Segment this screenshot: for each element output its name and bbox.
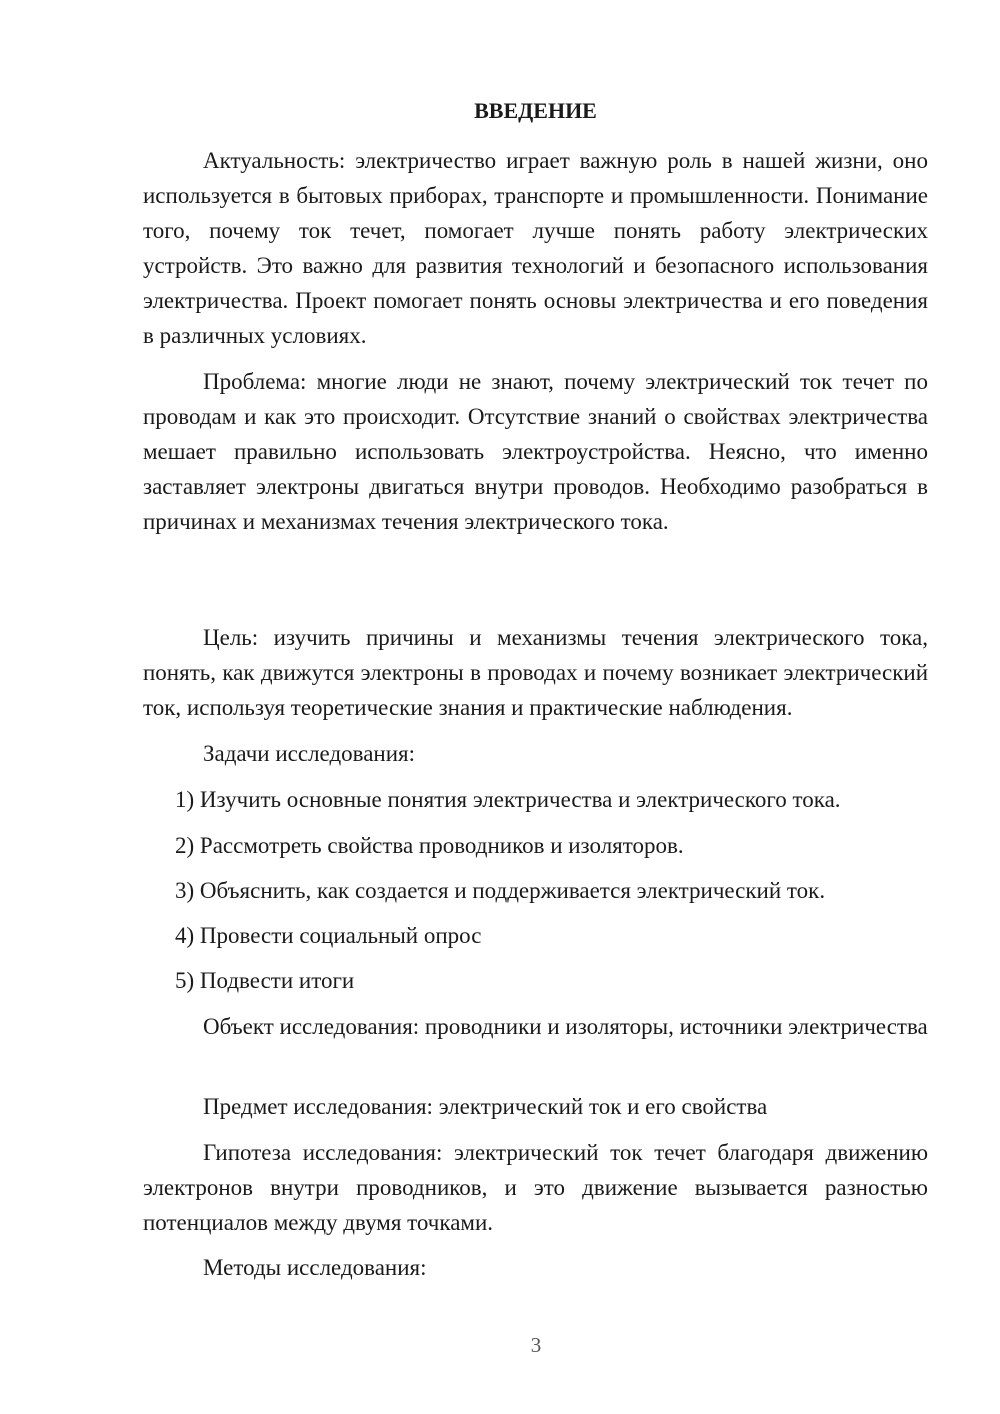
tasks-heading: Задачи исследования: bbox=[203, 741, 416, 766]
goal-paragraph: Цель: изучить причины и механизмы течения электрического тока, понять, как движутся электроны в проводах и почему возникает электрический ток, используя теоретические знания и практические наблюдения. bbox=[143, 625, 928, 720]
methods-heading: Методы исследования: bbox=[203, 1255, 427, 1280]
object-paragraph: Объект исследования: проводники и изоляторы, источники электричества bbox=[203, 1014, 928, 1039]
page-title: ВВЕДЕНИЕ bbox=[474, 98, 597, 123]
task-item-2: 2) Рассмотреть свойства проводников и изоляторов. bbox=[175, 833, 684, 858]
page-number: 3 bbox=[530, 1333, 542, 1357]
task-item-4: 4) Провести социальный опрос bbox=[175, 923, 482, 948]
relevance-paragraph: Актуальность: электричество играет важную роль в нашей жизни, оно используется в бытовых приборах, транспорте и промышленности. Понимание того, почему ток течет, помогает лучше понять работу электрических устройств. Это важно для развития технологий и безопасного использования электричества. Проект помогает понять основы электричества и его поведения в различных условиях. bbox=[143, 148, 928, 348]
task-item-3: 3) Объяснить, как создается и поддерживается электрический ток. bbox=[175, 878, 826, 903]
subject-paragraph: Предмет исследования: электрический ток и его свойства bbox=[203, 1094, 768, 1119]
hypothesis-paragraph: Гипотеза исследования: электрический ток течет благодаря движению электронов внутри проводников, и это движение вызывается разностью потенциалов между двумя точками. bbox=[143, 1140, 928, 1235]
problem-paragraph: Проблема: многие люди не знают, почему электрический ток течет по проводам и как это происходит. Отсутствие знаний о свойствах электричества мешает правильно использовать электроустройства. Неясно, что именно заставляет электроны двигаться внутри проводов. Необходимо разобраться в причинах и механизмах течения электрического тока. bbox=[143, 369, 928, 534]
task-item-1: 1) Изучить основные понятия электричества и электрического тока. bbox=[175, 787, 841, 812]
task-item-5: 5) Подвести итоги bbox=[175, 968, 355, 993]
